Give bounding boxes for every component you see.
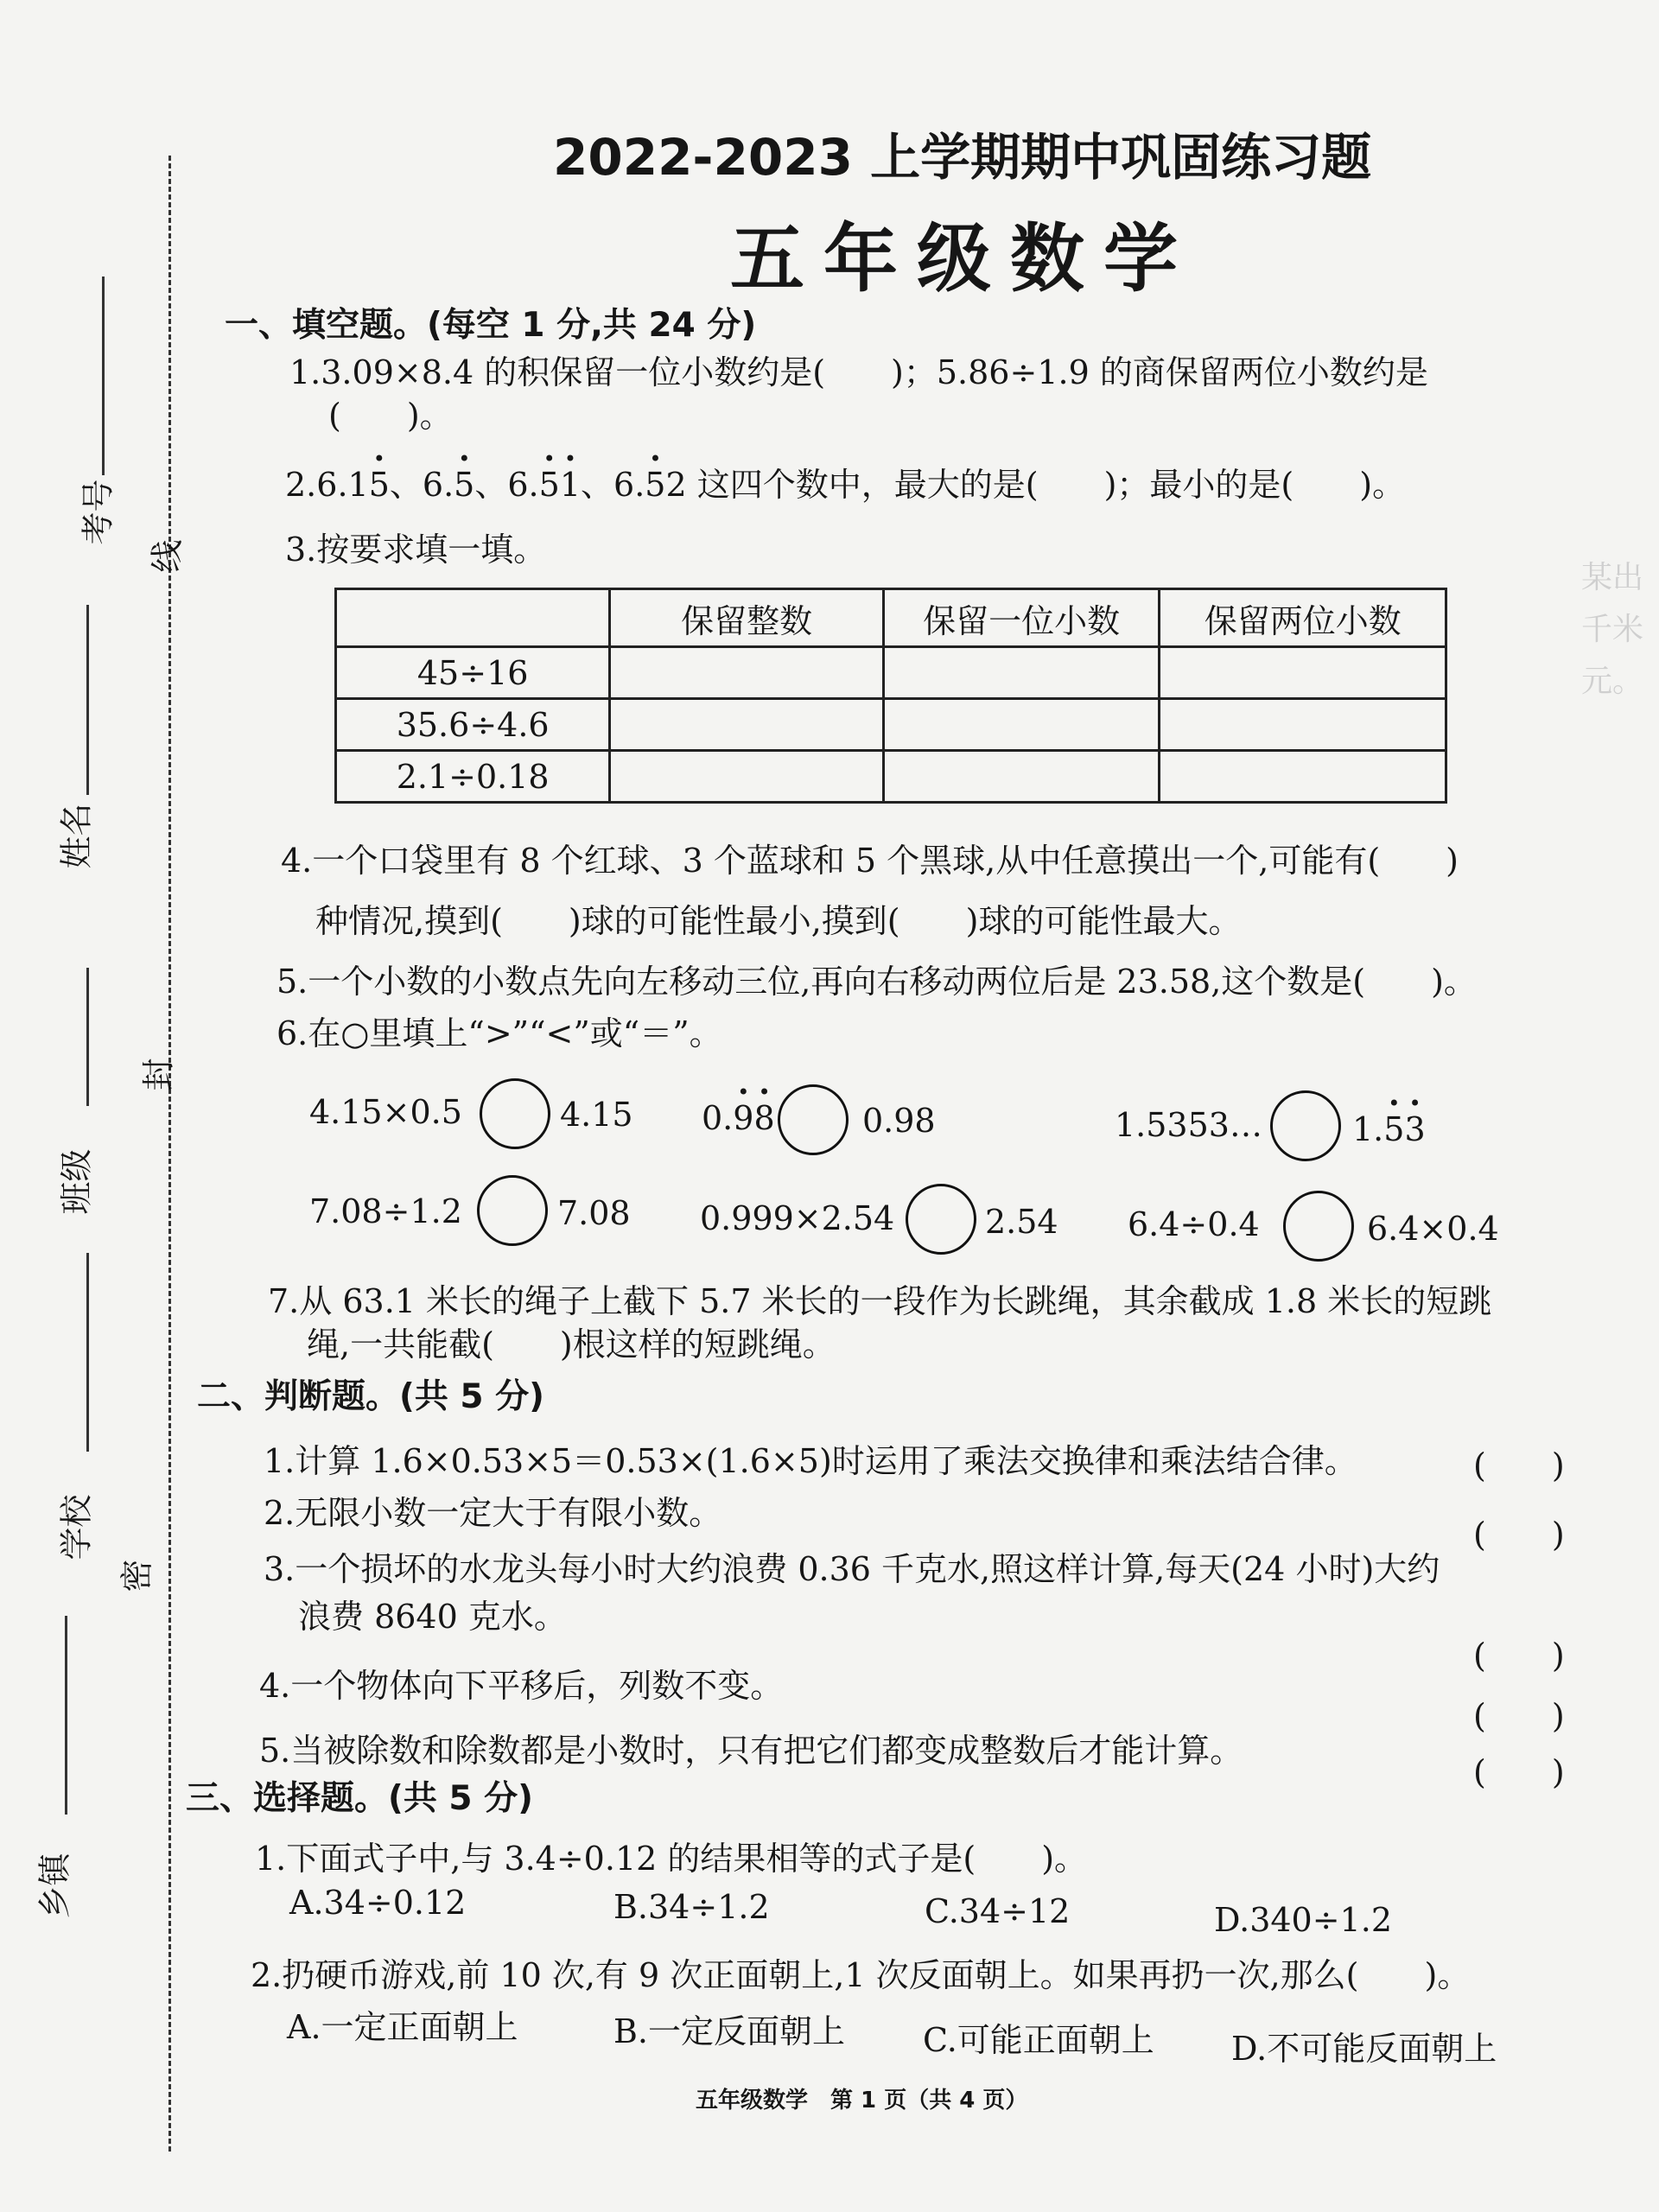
compare-right-6: 6.4×0.4 [1367, 1210, 1499, 1248]
question-1-2 [285, 458, 1405, 505]
compare-left-3: 1.5353… [1115, 1106, 1262, 1144]
question-1-3: 3.按要求填一填。 [285, 531, 547, 569]
answer-cell[interactable] [883, 647, 1160, 699]
table-row-label: 2.1÷0.18 [336, 751, 610, 803]
q2-sep: 、 [474, 466, 508, 504]
compare-right-1: 4.15 [560, 1096, 633, 1134]
compare-right-5: 2.54 [985, 1203, 1058, 1241]
compare-left-6: 6.4÷0.4 [1128, 1205, 1260, 1243]
table-row-label: 45÷16 [336, 647, 610, 699]
class-label: 班级 [57, 1148, 96, 1215]
rounding-table [334, 588, 1447, 804]
compare-left-1: 4.15×0.5 [309, 1093, 462, 1131]
table-row-label: 35.6÷4.6 [336, 699, 610, 751]
compare-circle-1[interactable] [480, 1078, 550, 1149]
choice-question-2: 2.扔硬币游戏,前 10 次,有 9 次正面朝上,1 次反面朝上。如果再扔一次,那么( )。 [251, 1956, 1471, 1994]
section-fill-blank-title: 一、填空题。(每空 1 分,共 24 分) [225, 306, 757, 345]
answer-cell[interactable] [610, 751, 884, 803]
page-footer: 五年级数学 第 1 页（共 4 页） [696, 2088, 1028, 2113]
bleed-through-text: 元。 [1581, 664, 1644, 699]
compare-circle-3[interactable] [1270, 1090, 1341, 1161]
choice-2-option-a[interactable]: A.一定正面朝上 [287, 2008, 518, 2046]
compare-circle-5[interactable] [906, 1184, 976, 1255]
q2-number-2: 6.• 5 [423, 466, 474, 504]
choice-1-option-d[interactable]: D.340÷1.2 [1214, 1901, 1392, 1939]
section-true-false-title: 二、判断题。(共 5 分) [197, 1377, 544, 1416]
choice-2-option-d[interactable]: D.不可能反面朝上 [1231, 2030, 1497, 2068]
table-header-empty [336, 589, 610, 647]
compare-circle-6[interactable] [1283, 1191, 1354, 1262]
choice-question-1: 1.下面式子中,与 3.4÷0.12 的结果相等的式子是( )。 [255, 1840, 1088, 1878]
table-header-two-decimal: 保留两位小数 [1160, 589, 1446, 647]
subject-title: 五年级数学 [730, 216, 1197, 302]
answer-cell[interactable] [883, 751, 1160, 803]
answer-cell[interactable] [1160, 699, 1446, 751]
answer-cell[interactable] [1160, 647, 1446, 699]
q2-tail: 这四个数中，最大的是( )；最小的是( )。 [696, 466, 1406, 504]
binding-dashed-line [168, 156, 171, 2152]
question-1-4: 4.一个口袋里有 8 个红球、3 个蓝球和 5 个黑球,从中任意摸出一个,可能有( ) [281, 842, 1459, 880]
q2-number-3: 6.• 5• 1 [507, 466, 581, 504]
exam-no-label: 考号 [79, 479, 118, 545]
line-label: 线 [148, 539, 187, 573]
compare-left-5: 0.999×2.54 [700, 1199, 895, 1237]
bleed-through-text: 某出 [1581, 560, 1644, 595]
question-1-7: 7.从 63.1 米长的绳子上截下 5.7 米长的一段作为长跳绳，其余截成 1.8 米长的短跳 [268, 1282, 1492, 1320]
answer-cell[interactable] [1160, 751, 1446, 803]
answer-cell[interactable] [883, 699, 1160, 751]
section-choice-title: 三、选择题。(共 5 分) [186, 1779, 533, 1818]
tf-answer-4[interactable]: ( ) [1473, 1697, 1565, 1735]
tf-question-4: 4.一个物体向下平移后，列数不变。 [259, 1667, 784, 1705]
seal-label: 封 [139, 1058, 178, 1091]
tf-question-2: 2.无限小数一定大于有限小数。 [264, 1494, 722, 1532]
choice-2-option-b[interactable]: B.一定反面朝上 [613, 2012, 846, 2050]
question-1-7-cont: 绳,一共能截( )根这样的短跳绳。 [307, 1325, 836, 1363]
tf-answer-3[interactable]: ( ) [1473, 1637, 1565, 1675]
choice-1-option-b[interactable]: B.34÷1.2 [613, 1888, 770, 1926]
compare-left-2: 0.• 9• 8 [702, 1099, 775, 1137]
q2-num: 2. [285, 466, 317, 504]
name-label: 姓名 [57, 803, 96, 869]
town-label: 乡镇 [35, 1853, 74, 1919]
compare-right-4: 7.08 [557, 1194, 631, 1232]
table-header-one-decimal: 保留一位小数 [883, 589, 1160, 647]
exam-no-underline [102, 276, 105, 475]
class-underline [86, 968, 89, 1106]
exam-title: 2022-2023 上学期期中巩固练习题 [553, 128, 1372, 187]
school-label: 学校 [57, 1494, 96, 1560]
compare-right-2: 0.98 [862, 1102, 936, 1140]
tf-question-3: 3.一个损坏的水龙头每小时大约浪费 0.36 千克水,照这样计算,每天(24 小时)大约 [264, 1550, 1440, 1588]
choice-2-option-c[interactable]: C.可能正面朝上 [923, 2021, 1154, 2059]
tf-question-1: 1.计算 1.6×0.53×5＝0.53×(1.6×5)时运用了乘法交换律和乘法结合律。 [264, 1442, 1357, 1480]
choice-1-option-c[interactable]: C.34÷12 [925, 1892, 1071, 1930]
answer-cell[interactable] [610, 647, 884, 699]
question-1-4-cont: 种情况,摸到( )球的可能性最小,摸到( )球的可能性最大。 [315, 902, 1242, 940]
question-1-6: 6.在○里填上“>”“<”或“＝”。 [276, 1014, 722, 1052]
tf-answer-1[interactable]: ( ) [1473, 1446, 1565, 1484]
table-header-integer: 保留整数 [610, 589, 884, 647]
bleed-through-text: 千米 [1581, 612, 1644, 647]
question-1-1: 1.3.09×8.4 的积保留一位小数约是( )；5.86÷1.9 的商保留两位小数约是 [289, 353, 1428, 391]
answer-cell[interactable] [610, 699, 884, 751]
compare-left-4: 7.08÷1.2 [309, 1192, 462, 1230]
compare-circle-2[interactable] [778, 1084, 849, 1155]
school-underline [86, 1253, 89, 1452]
q2-number-1: 6.1• 5 [316, 466, 390, 504]
q2-sep: 、 [581, 466, 614, 504]
q2-sep: 、 [389, 466, 423, 504]
tf-answer-5[interactable]: ( ) [1473, 1753, 1565, 1791]
town-underline [65, 1616, 67, 1815]
choice-1-option-a[interactable]: A.34÷0.12 [289, 1884, 467, 1922]
question-1-5: 5.一个小数的小数点先向左移动三位,再向右移动两位后是 23.58,这个数是( )。 [276, 963, 1477, 1001]
q2-number-4: 6.• 52 [613, 466, 687, 504]
name-underline [86, 605, 89, 795]
secret-label: 密 [118, 1559, 156, 1592]
question-1-1-cont: ( )。 [328, 397, 453, 435]
tf-question-5: 5.当被除数和除数都是小数时，只有把它们都变成整数后才能计算。 [259, 1732, 1243, 1770]
tf-question-3-cont: 浪费 8640 克水。 [298, 1598, 567, 1636]
compare-right-3: 1.• 5• 3 [1352, 1110, 1426, 1148]
compare-circle-4[interactable] [477, 1175, 548, 1246]
tf-answer-2[interactable]: ( ) [1473, 1516, 1565, 1554]
